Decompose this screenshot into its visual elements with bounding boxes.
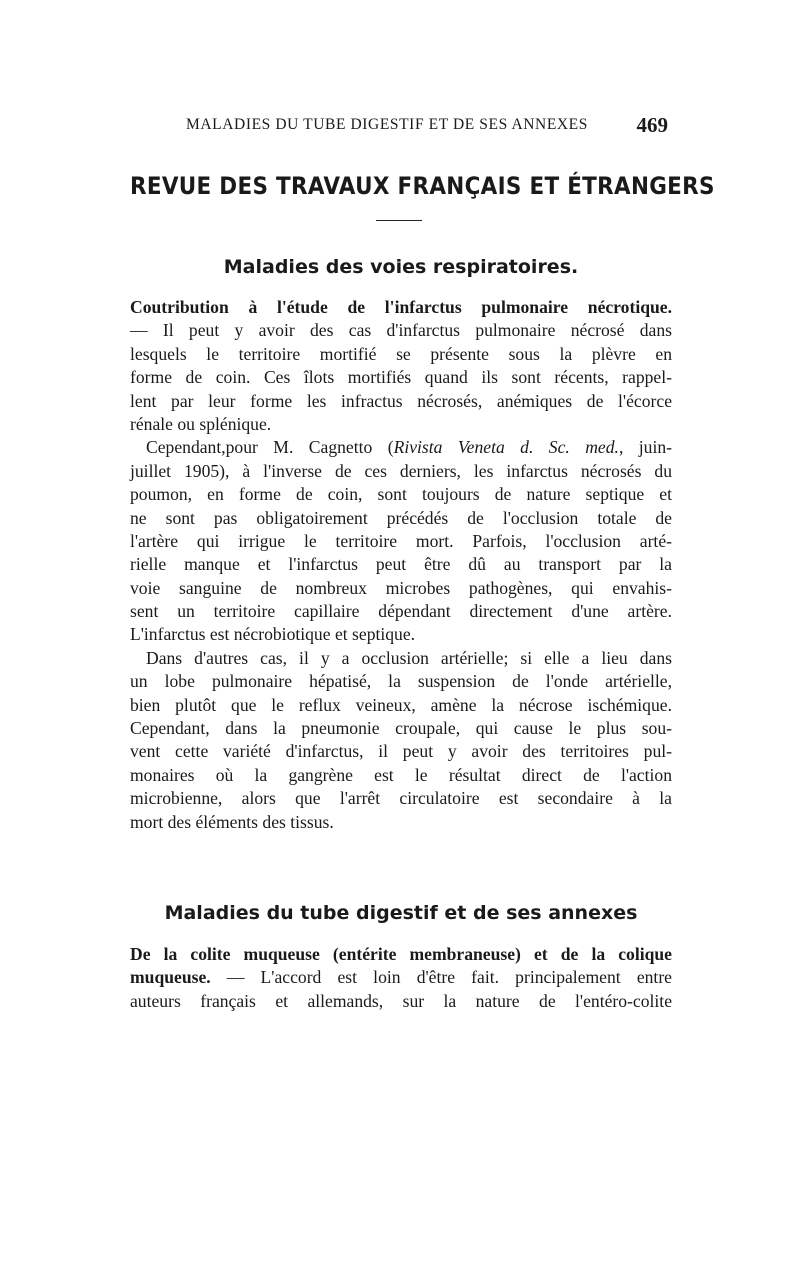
section-heading-digestive: Maladies du tube digestif et de ses annexes	[164, 902, 638, 924]
text-line: rénale ou splénique.	[130, 413, 272, 434]
text-fragment: , juin-	[618, 437, 672, 458]
text-line: — Il peut y avoir des cas d'infarctus pulmonaire nécrosé dans	[130, 320, 672, 341]
text-line: poumon, en forme de coin, sont toujours de nature septique et	[130, 484, 672, 505]
article-title: De la colite muqueuse (entérite membraneuse) et de la colique	[130, 944, 672, 964]
text-fragment: — L'accord est loin d'être fait. principalement entre	[210, 967, 672, 988]
text-line: vent cette variété d'infarctus, il peut y avoir des territoires pul-	[130, 741, 672, 762]
text-line: l'artère qui irrigue le territoire mort. Parfois, l'occlusion arté-	[130, 530, 672, 551]
text-line: monaires où la gangrène est le résultat direct de l'action	[130, 764, 672, 785]
text-line: Dans d'autres cas, il y a occlusion artérielle; si elle a lieu dans	[146, 647, 672, 668]
journal-citation: Rivista Veneta d. Sc. med.	[393, 437, 619, 458]
title-rule	[376, 220, 422, 221]
text-line	[130, 966, 672, 989]
review-title: REVUE DES TRAVAUX FRANÇAIS ET ÉTRANGERS	[130, 172, 715, 201]
text-line: L'infarctus est nécrobiotique et septique.	[130, 624, 416, 645]
text-fragment: Cependant,pour M. Cagnetto (	[146, 437, 394, 458]
section-body-respiratory	[130, 296, 672, 834]
page-number: 469	[636, 113, 668, 137]
running-title: MALADIES DU TUBE DIGESTIF ET DE SES ANNEXES	[186, 116, 588, 133]
text-line: un lobe pulmonaire hépatisé, la suspension de l'onde artérielle,	[130, 671, 672, 692]
section-heading-respiratory: Maladies des voies respiratoires.	[223, 256, 579, 278]
text-line: microbienne, alors que l'arrêt circulatoire est secondaire à la	[130, 788, 672, 809]
text-line: juillet 1905), à l'inverse de ces derniers, les infarctus nécrosés du	[130, 460, 672, 481]
text-line	[130, 943, 672, 966]
text-line: sent un territoire capillaire dépendant directement d'une artère.	[130, 601, 672, 622]
text-line: voie sanguine de nombreux microbes pathogènes, qui envahis-	[130, 577, 672, 598]
text-line: lent par leur forme les infractus nécrosés, anémiques de l'écorce	[130, 390, 672, 411]
text-line: Cependant, dans la pneumonie croupale, qui cause le plus sou-	[130, 718, 672, 739]
text-line: rielle manque et l'infarctus peut être dû au transport par la	[130, 554, 672, 575]
text-line: mort des éléments des tissus.	[130, 811, 334, 832]
text-line: lesquels le territoire mortifié se présente sous la plèvre en	[130, 343, 672, 364]
text-line	[130, 436, 672, 459]
text-line: auteurs français et allemands, sur la nature de l'entéro-colite	[130, 990, 672, 1011]
text-line	[130, 296, 672, 319]
text-line: forme de coin. Ces îlots mortifiés quand ils sont récents, rappel-	[130, 367, 672, 388]
section-body-digestive	[130, 943, 672, 1013]
article-title-continued: muqueuse.	[130, 967, 211, 988]
text-line: bien plutôt que le reflux veineux, amène la nécrose ischémique.	[130, 694, 672, 715]
text-line: ne sont pas obligatoirement précédés de l'occlusion totale de	[130, 507, 672, 528]
running-header	[130, 113, 672, 140]
article-title: Coutribution à l'étude de l'infarctus pulmonaire nécrotique.	[130, 297, 672, 317]
